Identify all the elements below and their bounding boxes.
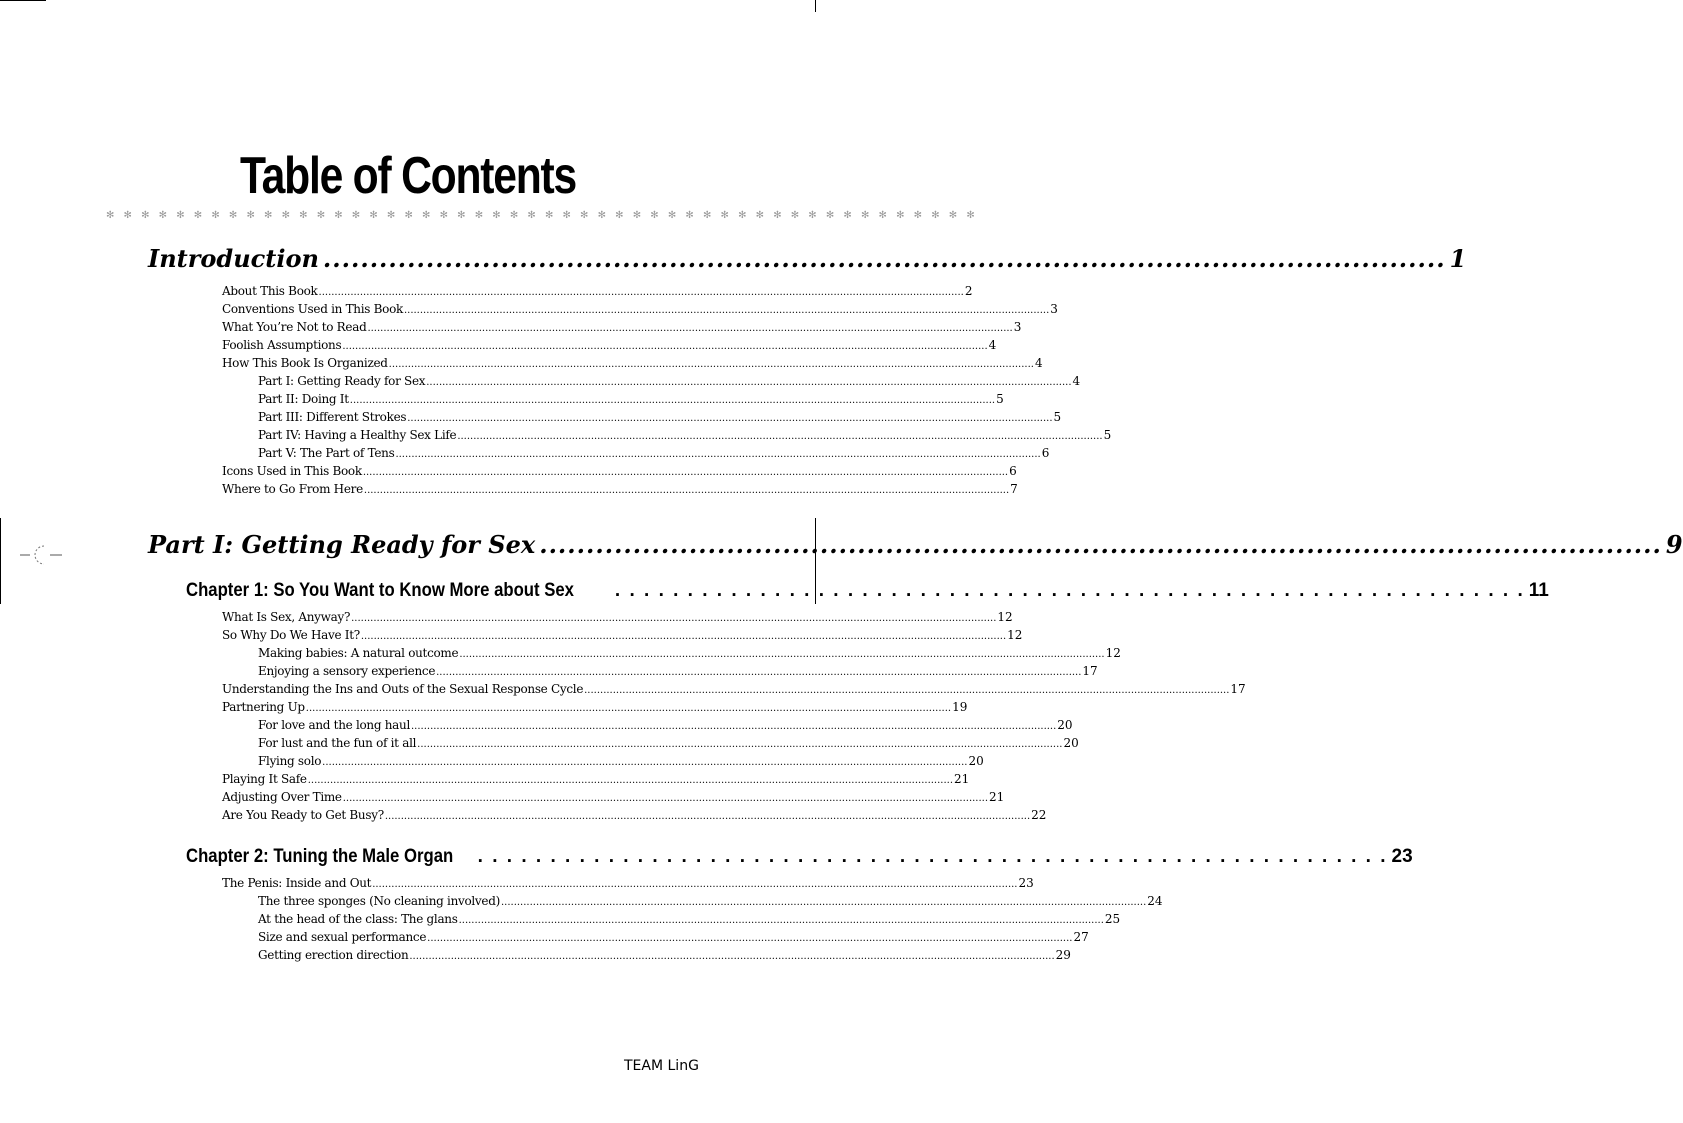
toc-entry-page: 20	[1057, 718, 1073, 732]
dot-leader	[615, 580, 1525, 602]
toc-subentry[interactable]	[258, 910, 1121, 930]
chapter-title: Chapter 1: So You Want to Know More about Sex	[186, 580, 574, 601]
toc-chapter-heading[interactable]	[186, 580, 1549, 602]
dot-leader	[584, 680, 1229, 700]
toc-entry-label: What You’re Not to Read	[222, 320, 367, 334]
dot-leader	[322, 752, 967, 772]
toc-entry-label: Understanding the Ins and Outs of the Sexual Response Cycle	[222, 682, 584, 696]
toc-entry-page: 4	[1034, 356, 1043, 370]
toc-subentry[interactable]	[258, 390, 1004, 410]
toc-entry-label: Icons Used in This Book	[222, 464, 362, 478]
toc-entry-label: Playing It Safe	[222, 772, 307, 786]
toc-entry-label: Conventions Used in This Book	[222, 302, 403, 316]
dot-leader	[457, 426, 1102, 446]
dot-leader	[367, 318, 1012, 338]
toc-entry[interactable]	[222, 608, 1013, 628]
dot-leader	[350, 390, 995, 410]
toc-entry-page: 5	[996, 392, 1004, 406]
toc-entry-label: Enjoying a sensory experience	[258, 664, 436, 678]
dot-leader	[459, 910, 1104, 930]
toc-entry-page: 6	[1041, 446, 1050, 460]
toc-entry-page: 12	[1007, 628, 1023, 642]
dot-leader	[478, 846, 1388, 868]
dot-leader	[319, 282, 964, 302]
dot-leader	[436, 662, 1081, 682]
toc-entry-page: 5	[1103, 428, 1112, 442]
page-title: Table of Contents	[240, 147, 576, 205]
toc-entry-label: Size and sexual performance	[258, 930, 427, 944]
toc-entry-label: Adjusting Over Time	[222, 790, 342, 804]
toc-entry-label: Part II: Doing It	[258, 392, 349, 406]
dot-leader	[395, 444, 1040, 464]
toc-chapter-heading[interactable]	[186, 846, 1413, 868]
toc-entry-page: 12	[1105, 646, 1121, 660]
toc-entry-page: 29	[1055, 948, 1071, 962]
toc-entry-label: Part I: Getting Ready for Sex	[258, 374, 426, 388]
toc-entry[interactable]	[222, 680, 1246, 700]
toc-subentry[interactable]	[258, 928, 1089, 948]
dot-leader	[363, 462, 1008, 482]
dot-leader	[342, 336, 987, 356]
dot-leader	[417, 734, 1062, 754]
dot-leader	[361, 626, 1006, 646]
toc-entry-page: 21	[954, 772, 970, 786]
toc-entry-label: The three sponges (No cleaning involved)	[258, 894, 500, 908]
toc-entry-page: 20	[968, 754, 984, 768]
dot-leader	[427, 928, 1072, 948]
toc-entry[interactable]	[222, 770, 970, 790]
toc-entry-label: For love and the long haul	[258, 718, 410, 732]
chapter-page: 23	[1391, 846, 1413, 867]
dot-leader	[364, 480, 1009, 500]
toc-entry[interactable]	[222, 788, 1005, 808]
toc-entry-label: Part IV: Having a Healthy Sex Life	[258, 428, 457, 442]
toc-subentry[interactable]	[258, 372, 1081, 392]
toc-entry-page: 2	[964, 284, 973, 298]
toc-subentry[interactable]	[258, 734, 1079, 754]
toc-entry[interactable]	[222, 318, 1022, 338]
part-page: 9	[1665, 530, 1683, 559]
toc-entry[interactable]	[222, 806, 1047, 826]
toc-entry-label: Part V: The Part of Tens	[258, 446, 395, 460]
toc-entry-label: How This Book Is Organized	[222, 356, 388, 370]
toc-subentry[interactable]	[258, 946, 1071, 966]
toc-entry-page: 21	[989, 790, 1005, 804]
toc-subentry[interactable]	[258, 716, 1073, 736]
left-edge-mark	[0, 518, 1, 604]
toc-entry-label: Making babies: A natural outcome	[258, 646, 459, 660]
dot-leader	[426, 372, 1071, 392]
toc-subentry[interactable]	[258, 662, 1098, 682]
chapter-page: 11	[1528, 580, 1549, 601]
toc-entry-label: So Why Do We Have It?	[222, 628, 360, 642]
toc-entry-label: Where to Go From Here	[222, 482, 363, 496]
toc-entry[interactable]	[222, 300, 1058, 320]
toc-entry-label: Partnering Up	[222, 700, 305, 714]
intro-title: Introduction	[148, 244, 319, 273]
toc-subentry[interactable]	[258, 426, 1112, 446]
toc-intro-heading[interactable]	[148, 244, 1467, 273]
toc-entry-page: 25	[1104, 912, 1121, 926]
dot-leader	[389, 354, 1034, 374]
part-title: Part I: Getting Ready for Sex	[148, 530, 536, 559]
toc-entry[interactable]	[222, 282, 973, 302]
toc-subentry[interactable]	[258, 408, 1062, 428]
footer-mark: TEAM LinG	[624, 1058, 699, 1074]
toc-entry-label: What Is Sex, Anyway?	[222, 610, 351, 624]
toc-entry-page: 4	[1072, 374, 1081, 388]
dot-leader	[343, 788, 988, 808]
dot-leader	[385, 806, 1030, 826]
toc-entry-label: About This Book	[222, 284, 318, 298]
toc-entry-page: 3	[1013, 320, 1022, 334]
dotted-divider: ✻ ✻ ✻ ✻ ✻ ✻ ✻ ✻ ✻ ✻ ✻ ✻ ✻ ✻ ✻ ✻ ✻ ✻ ✻ ✻ ✻ ✻ ✻ ✻ ✻ ✻ ✻ ✻ ✻ ✻ ✻ ✻ ✻ ✻ ✻ ✻ ✻ ✻ ✻ ✻ ✻ ✻ ✻ ✻ ✻ ✻ ✻ ✻ ✻ ✻	[106, 210, 978, 221]
toc-entry[interactable]	[222, 874, 1034, 894]
toc-entry-label: Part III: Different Strokes	[258, 410, 407, 424]
toc-entry[interactable]	[222, 480, 1018, 500]
toc-subentry[interactable]	[258, 644, 1121, 664]
toc-entry-page: 27	[1073, 930, 1089, 944]
toc-part-heading[interactable]	[148, 530, 1683, 559]
dot-leader	[351, 608, 996, 628]
toc-entry-page: 4	[988, 338, 997, 352]
toc-subentry[interactable]	[258, 444, 1050, 464]
toc-entry-page: 7	[1010, 482, 1018, 496]
toc-entry-page: 5	[1053, 410, 1062, 424]
toc-entry-label: Foolish Assumptions	[222, 338, 342, 352]
toc-entry-page: 20	[1063, 736, 1079, 750]
toc-entry[interactable]	[222, 354, 1043, 374]
toc-entry[interactable]	[222, 336, 997, 356]
dot-leader	[407, 408, 1052, 428]
toc-entry-page: 12	[997, 610, 1013, 624]
toc-entry-label: Are You Ready to Get Busy?	[222, 808, 384, 822]
dot-leader	[306, 698, 951, 718]
toc-entry-page: 24	[1147, 894, 1163, 908]
intro-page: 1	[1449, 244, 1467, 273]
dot-leader	[459, 644, 1104, 664]
toc-entry-page: 22	[1031, 808, 1047, 822]
toc-entry[interactable]	[222, 698, 968, 718]
toc-entry-label: For lust and the fun of it all	[258, 736, 417, 750]
toc-subentry[interactable]	[258, 892, 1163, 912]
corner-mark	[815, 0, 816, 12]
toc-entry-page: 3	[1050, 302, 1058, 316]
toc-entry[interactable]	[222, 626, 1023, 646]
toc-entry-label: The Penis: Inside and Out	[222, 876, 372, 890]
dot-leader	[501, 892, 1146, 912]
chapter-title: Chapter 2: Tuning the Male Organ	[186, 846, 454, 867]
toc-entry-label: Flying solo	[258, 754, 322, 768]
dot-leader	[539, 530, 1662, 559]
dot-leader	[323, 244, 1446, 273]
toc-entry[interactable]	[222, 462, 1017, 482]
dot-leader	[308, 770, 953, 790]
dot-leader	[404, 300, 1049, 320]
dot-leader	[409, 946, 1054, 966]
toc-entry-page: 19	[952, 700, 968, 714]
toc-entry-page: 17	[1230, 682, 1246, 696]
toc-entry-page: 17	[1082, 664, 1098, 678]
dot-leader	[372, 874, 1017, 894]
toc-entry-page: 23	[1018, 876, 1034, 890]
toc-entry-page: 6	[1009, 464, 1017, 478]
toc-entry-label: Getting erection direction	[258, 948, 409, 962]
registration-mark-icon	[20, 540, 62, 570]
toc-subentry[interactable]	[258, 752, 984, 772]
top-edge-rule	[0, 0, 46, 1]
toc-entry-label: At the head of the class: The glans	[258, 912, 458, 926]
dot-leader	[411, 716, 1056, 736]
